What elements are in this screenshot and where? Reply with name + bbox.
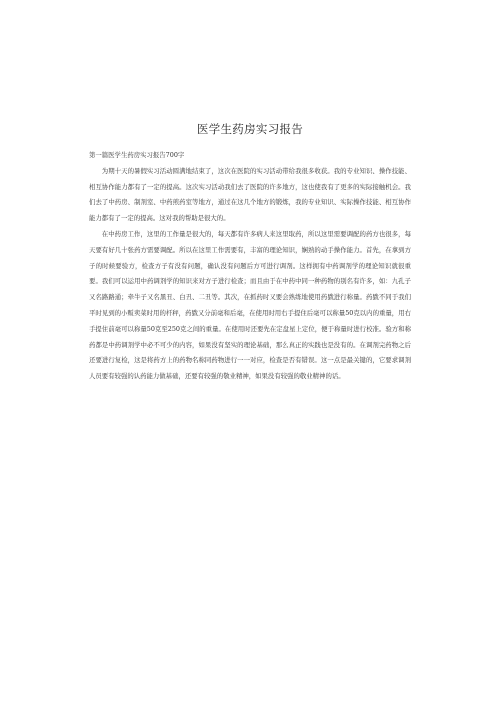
document-title: 医学生药房实习报告 (196, 122, 304, 136)
document-body (89, 148, 411, 385)
section-heading: 第一篇医学生药房实习报告700字 (89, 151, 185, 159)
paragraph-1: 为期十天的暑假实习活动圆满地结束了，这次在医院的实习活动带给我很多收获。我的专业知识、操作技能、相互协作能力都有了一定的提高。这次实习活动我们去了医院的许多地方，这也使我有了更多的实际接触机会。我们去了中药房、制剂室、中药煎药室等地方，通过在这几个地方的锻炼，我的专业知识、实际操作技能、相互协作能力都有了一定的提高。这对我的帮助是很大的。 (89, 166, 411, 223)
paragraph-2: 在中药房工作，这里的工作量是很大的，每天都有许多病人来这里取药，所以这里需要调配的药方也很多，每天要有好几十张药方需要调配。所以在这里工作需要有，丰富的理论知识，娴熟的动手操作能力。首先，在拿到方子的时候要验方，检查方子有没有问题，确认没有问题后方可进行调剂。这样拥有中药调剂学的理论知识就很重要。我们可以运用中药调剂学的知识来对方子进行检查；而且由于在中药中同一种药物的别名有许多，如：九孔子又名路路通；牵牛子又名黑丑、白丑、二丑等。其次，在抓药时又要会熟练地使用药戥进行称量。药戥不同于我们平时见到的小贩卖菜时用的杆秤，药戥又分前毫和后毫，在使用时用右手提住后毫可以称量50克以内的重量，用右手提住前毫可以称量50克至250克之间的重量。在使用时还要先在定盘星上定位，便于称量时进行校准。验方和称药都是中药调剂学中必不可少的内容，如果没有坚实的理论基础，那么真正的实践也是没有的。在调剂完药物之后还要进行复检，这是将药方上的药物名称同药物进行一一对应，检查是否有错误。这一点是最关键的，它要求调剂人员要有较强的认药能力做基础，还要有较强的敬业精神，如果没有较强的敬业精神的话。 (89, 229, 411, 381)
